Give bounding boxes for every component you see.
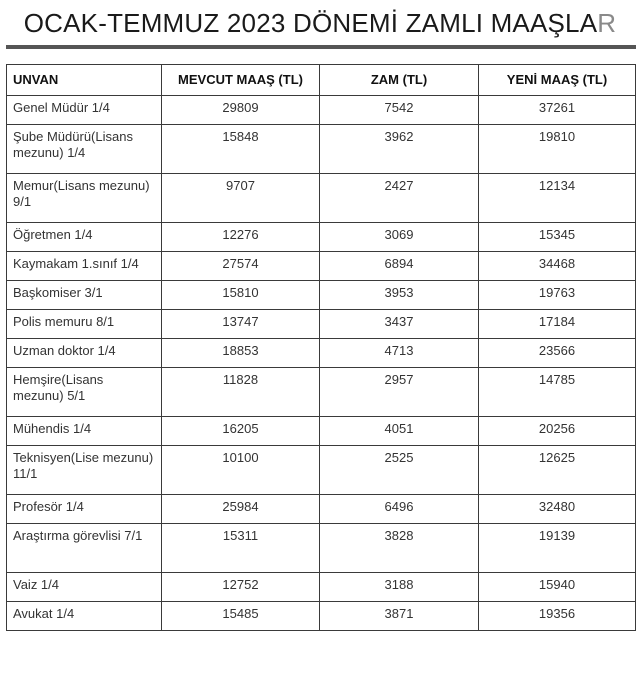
cell-current-salary: 15485 <box>162 602 320 631</box>
table-row <box>7 368 636 417</box>
table-row <box>7 96 636 125</box>
cell-raise: 3069 <box>320 223 479 252</box>
page-title-last-letter: R <box>597 8 617 38</box>
cell-title: Genel Müdür 1/4 <box>7 96 162 125</box>
table-row <box>7 252 636 281</box>
column-header-new-salary: YENİ MAAŞ (TL) <box>479 65 636 96</box>
cell-raise: 2957 <box>320 368 479 417</box>
cell-current-salary: 13747 <box>162 310 320 339</box>
table-row <box>7 310 636 339</box>
table-row <box>7 573 636 602</box>
cell-raise: 7542 <box>320 96 479 125</box>
cell-current-salary: 15848 <box>162 125 320 174</box>
cell-new-salary: 15345 <box>479 223 636 252</box>
cell-current-salary: 15810 <box>162 281 320 310</box>
title-divider <box>6 45 636 49</box>
table-row <box>7 417 636 446</box>
cell-raise: 2427 <box>320 174 479 223</box>
cell-raise: 3437 <box>320 310 479 339</box>
cell-raise: 6894 <box>320 252 479 281</box>
cell-title: Şube Müdürü(Lisans mezunu) 1/4 <box>7 125 162 174</box>
table-row <box>7 524 636 573</box>
cell-raise: 4051 <box>320 417 479 446</box>
cell-current-salary: 12276 <box>162 223 320 252</box>
cell-current-salary: 15311 <box>162 524 320 573</box>
page-title <box>0 8 640 39</box>
cell-raise: 3871 <box>320 602 479 631</box>
cell-title: Başkomiser 3/1 <box>7 281 162 310</box>
table-row <box>7 446 636 495</box>
cell-title: Kaymakam 1.sınıf 1/4 <box>7 252 162 281</box>
cell-raise: 3962 <box>320 125 479 174</box>
table-row <box>7 339 636 368</box>
page-title-main: OCAK-TEMMUZ 2023 DÖNEMİ ZAMLI MAAŞLA <box>23 8 598 38</box>
cell-new-salary: 19763 <box>479 281 636 310</box>
table-row <box>7 174 636 223</box>
cell-new-salary: 32480 <box>479 495 636 524</box>
cell-new-salary: 19810 <box>479 125 636 174</box>
cell-new-salary: 20256 <box>479 417 636 446</box>
table-row <box>7 281 636 310</box>
cell-new-salary: 15940 <box>479 573 636 602</box>
cell-title: Hemşire(Lisans mezunu) 5/1 <box>7 368 162 417</box>
cell-raise: 6496 <box>320 495 479 524</box>
cell-new-salary: 37261 <box>479 96 636 125</box>
cell-new-salary: 34468 <box>479 252 636 281</box>
cell-raise: 4713 <box>320 339 479 368</box>
cell-current-salary: 11828 <box>162 368 320 417</box>
cell-new-salary: 14785 <box>479 368 636 417</box>
cell-raise: 3188 <box>320 573 479 602</box>
cell-current-salary: 29809 <box>162 96 320 125</box>
cell-title: Memur(Lisans mezunu) 9/1 <box>7 174 162 223</box>
table-row <box>7 125 636 174</box>
cell-title: Öğretmen 1/4 <box>7 223 162 252</box>
salary-table <box>6 64 636 631</box>
cell-new-salary: 12625 <box>479 446 636 495</box>
column-header-title: UNVAN <box>7 65 162 96</box>
cell-current-salary: 12752 <box>162 573 320 602</box>
cell-title: Polis memuru 8/1 <box>7 310 162 339</box>
cell-title: Araştırma görevlisi 7/1 <box>7 524 162 573</box>
cell-title: Profesör 1/4 <box>7 495 162 524</box>
cell-new-salary: 19139 <box>479 524 636 573</box>
cell-current-salary: 16205 <box>162 417 320 446</box>
cell-new-salary: 17184 <box>479 310 636 339</box>
cell-current-salary: 10100 <box>162 446 320 495</box>
table-header-row <box>7 65 636 96</box>
cell-current-salary: 25984 <box>162 495 320 524</box>
table-row <box>7 602 636 631</box>
cell-title: Avukat 1/4 <box>7 602 162 631</box>
cell-raise: 3828 <box>320 524 479 573</box>
cell-new-salary: 12134 <box>479 174 636 223</box>
cell-new-salary: 23566 <box>479 339 636 368</box>
cell-current-salary: 18853 <box>162 339 320 368</box>
cell-title: Mühendis 1/4 <box>7 417 162 446</box>
cell-current-salary: 9707 <box>162 174 320 223</box>
table-row <box>7 223 636 252</box>
cell-raise: 3953 <box>320 281 479 310</box>
column-header-current-salary: MEVCUT MAAŞ (TL) <box>162 65 320 96</box>
cell-new-salary: 19356 <box>479 602 636 631</box>
column-header-raise: ZAM (TL) <box>320 65 479 96</box>
table-row <box>7 495 636 524</box>
cell-raise: 2525 <box>320 446 479 495</box>
cell-title: Vaiz 1/4 <box>7 573 162 602</box>
cell-title: Uzman doktor 1/4 <box>7 339 162 368</box>
cell-current-salary: 27574 <box>162 252 320 281</box>
cell-title: Teknisyen(Lise mezunu) 11/1 <box>7 446 162 495</box>
